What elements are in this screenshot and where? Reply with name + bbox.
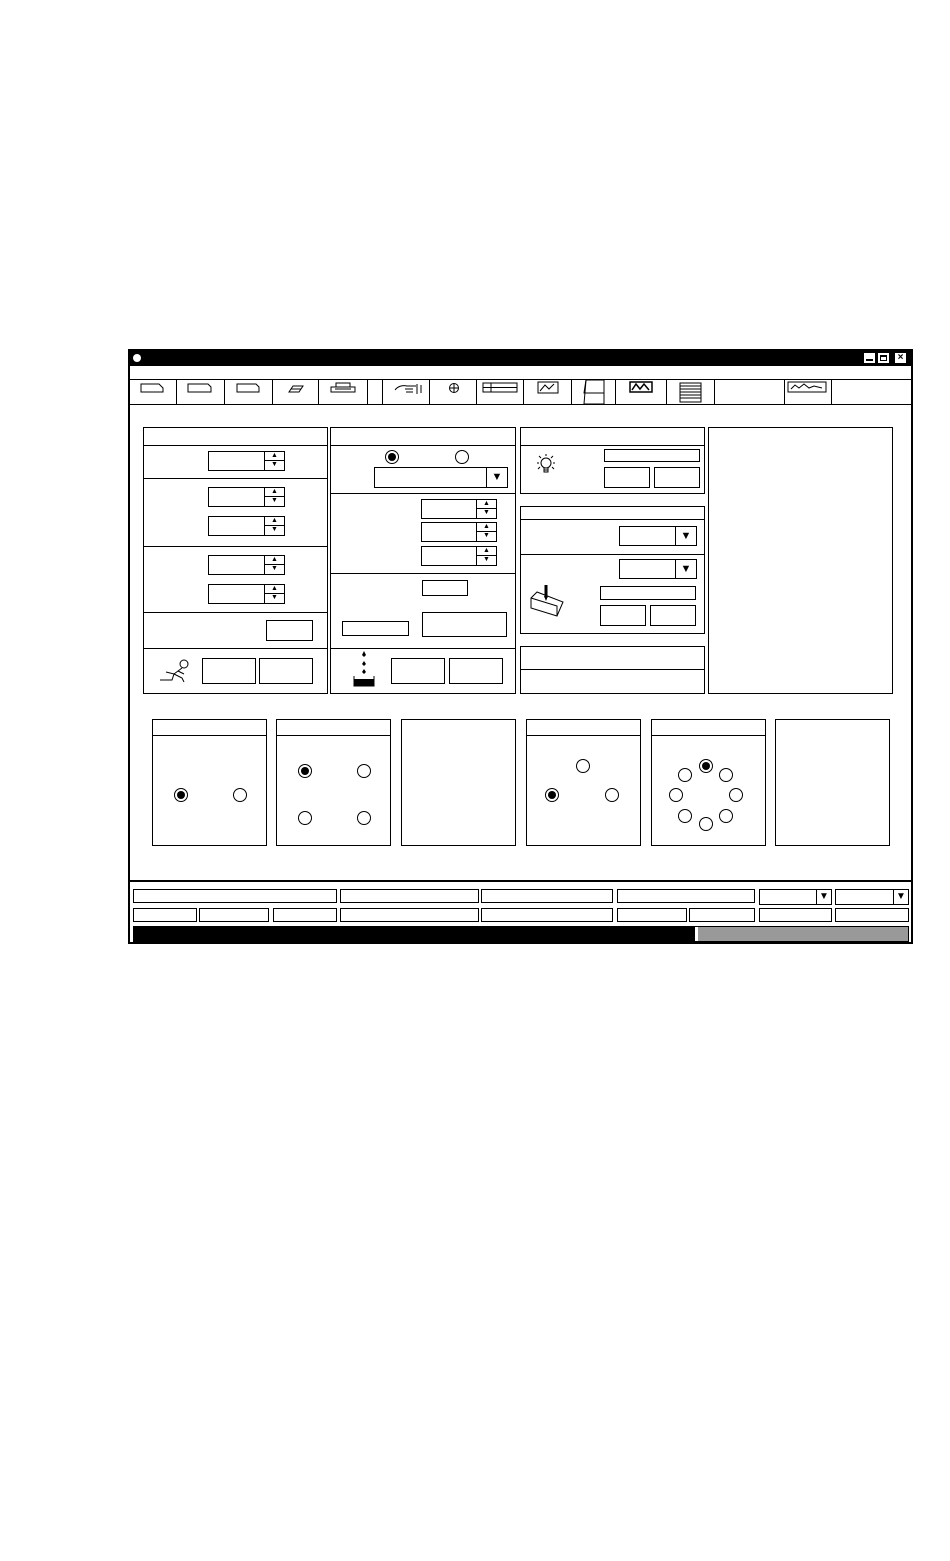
close-button[interactable]: [895, 353, 906, 363]
panel-divider: [143, 478, 328, 479]
panel-header-rule: [330, 445, 516, 446]
group-5-radio-8[interactable]: [678, 768, 692, 782]
new-document-icon: [130, 380, 176, 405]
group-4-radio-2[interactable]: [545, 788, 559, 802]
chevron-down-icon[interactable]: ▼: [675, 560, 696, 578]
dispense-apply-button[interactable]: [422, 612, 507, 637]
spin-down-arrow-icon[interactable]: ▼: [264, 461, 284, 470]
group-5-radio-5[interactable]: [699, 817, 713, 831]
radio-group-box-4: [526, 719, 641, 846]
runner-icon: [156, 658, 192, 684]
lamp-value-field[interactable]: [604, 449, 700, 462]
group-header-rule: [276, 735, 391, 736]
spin-down-arrow-icon[interactable]: ▼: [264, 594, 284, 603]
group-5-radio-3[interactable]: [729, 788, 743, 802]
dispense-action-button-1[interactable]: [391, 658, 445, 684]
waveform-icon: [616, 380, 666, 405]
lamp-button-2[interactable]: [654, 467, 700, 488]
lamp-button-1[interactable]: [604, 467, 650, 488]
toolbar-button-copy[interactable]: [225, 380, 273, 405]
panel-header-rule: [520, 519, 705, 520]
progress-bar: [133, 926, 909, 942]
status-area-separator: [130, 880, 911, 882]
panel-divider: [143, 612, 328, 613]
panel-divider: [143, 546, 328, 547]
panel-header-rule: [143, 445, 328, 446]
stage-spinner-2[interactable]: [208, 487, 285, 507]
page-layout-icon: [572, 380, 615, 405]
spin-down-arrow-icon[interactable]: ▼: [264, 497, 284, 506]
status-field: [759, 908, 832, 922]
list-report-icon: [667, 380, 714, 405]
status-field: [133, 889, 337, 903]
panel-divider: [520, 554, 705, 555]
dispense-text-field[interactable]: [342, 621, 409, 636]
toolbar-button-pointer[interactable]: [383, 380, 430, 405]
status-dropdown-2[interactable]: [835, 889, 909, 905]
progress-bar-fill: [134, 927, 695, 941]
toolbar-button-graph[interactable]: [524, 380, 572, 405]
spin-up-arrow-icon[interactable]: ▲: [264, 452, 284, 461]
dispense-spinner-3[interactable]: [421, 546, 497, 566]
maximize-button[interactable]: [878, 353, 889, 363]
maximize-icon: [880, 355, 887, 361]
radio-group-box-3: [401, 719, 516, 846]
spin-up-arrow-icon[interactable]: ▲: [476, 523, 496, 532]
toolbar-button-new[interactable]: [130, 380, 177, 405]
toolbar-button-print[interactable]: [319, 380, 368, 405]
status-field: [835, 908, 909, 922]
toolbar-button-list[interactable]: [667, 380, 715, 405]
group-4-radio-3[interactable]: [605, 788, 619, 802]
status-field: [340, 908, 479, 922]
dispense-dropdown[interactable]: [374, 467, 508, 488]
system-menu-icon[interactable]: [133, 354, 141, 362]
spin-up-arrow-icon[interactable]: ▲: [476, 547, 496, 556]
status-field: [340, 889, 479, 903]
stage-action-button-1[interactable]: [202, 658, 256, 684]
toolbar-button-page[interactable]: [572, 380, 616, 405]
status-field: [617, 908, 687, 922]
stage-spinner-5[interactable]: [208, 584, 285, 604]
radio-group-box-2: [276, 719, 391, 846]
panel-header-rule: [520, 669, 705, 670]
status-field: [199, 908, 269, 922]
pointing-hand-icon: [383, 380, 429, 405]
panel-divider: [143, 648, 328, 649]
spin-up-arrow-icon[interactable]: ▲: [264, 488, 284, 497]
stage-spinner-4[interactable]: [208, 555, 285, 575]
group-header-rule: [152, 735, 267, 736]
dispense-action-button-2[interactable]: [449, 658, 503, 684]
dispense-spinner-1[interactable]: [421, 499, 497, 519]
title-bar[interactable]: [129, 350, 912, 366]
spin-up-arrow-icon[interactable]: ▲: [264, 556, 284, 565]
group-5-radio-2[interactable]: [719, 768, 733, 782]
toolbar-button-dial[interactable]: [430, 380, 477, 405]
spin-up-arrow-icon[interactable]: ▲: [476, 500, 496, 509]
settings-dial-icon: [430, 380, 476, 405]
toolbar-button-wave[interactable]: [616, 380, 667, 405]
group-1-radio-1[interactable]: [174, 788, 188, 802]
dispense-radio-2[interactable]: [455, 450, 469, 464]
toolbar-button-open[interactable]: [177, 380, 225, 405]
radio-group-box-6: [775, 719, 890, 846]
spin-up-arrow-icon[interactable]: ▲: [264, 585, 284, 594]
toolbar-button-pen[interactable]: [273, 380, 319, 405]
display-panel: [708, 427, 893, 694]
dispense-value-field[interactable]: [422, 580, 468, 596]
group-5-radio-7[interactable]: [669, 788, 683, 802]
marker-button-1[interactable]: [600, 605, 646, 626]
marker-button-2[interactable]: [650, 605, 696, 626]
info-panel: [520, 646, 705, 694]
group-header-rule: [651, 735, 766, 736]
spin-down-arrow-icon[interactable]: ▼: [476, 532, 496, 541]
chevron-down-icon[interactable]: ▼: [486, 468, 507, 487]
status-field: [481, 889, 613, 903]
close-icon: ×: [897, 352, 904, 363]
spin-down-arrow-icon[interactable]: ▼: [264, 526, 284, 535]
status-field: [273, 908, 337, 922]
spin-down-arrow-icon[interactable]: ▼: [476, 509, 496, 518]
panel-divider: [330, 493, 516, 494]
group-2-radio-2[interactable]: [357, 764, 371, 778]
chevron-down-icon[interactable]: ▼: [816, 890, 831, 904]
status-field: [689, 908, 755, 922]
stage-small-button[interactable]: [266, 620, 313, 641]
minimize-icon: [866, 359, 873, 361]
spin-up-arrow-icon[interactable]: ▲: [264, 517, 284, 526]
group-2-radio-3[interactable]: [298, 811, 312, 825]
copy-document-icon: [225, 380, 272, 405]
printer-icon: [319, 380, 367, 405]
open-document-icon: [177, 380, 224, 405]
status-dropdown-1[interactable]: [759, 889, 832, 905]
stage-spinner-1[interactable]: [208, 451, 285, 471]
chevron-down-icon[interactable]: ▼: [675, 527, 696, 545]
light-bulb-icon: [533, 452, 559, 478]
pen-icon: [273, 380, 318, 405]
group-4-radio-1[interactable]: [576, 759, 590, 773]
toolbar-button-spectrum[interactable]: [785, 380, 832, 405]
dispense-radio-1[interactable]: [385, 450, 399, 464]
group-5-radio-1[interactable]: [699, 759, 713, 773]
group-2-radio-4[interactable]: [357, 811, 371, 825]
grid-table-icon: [477, 380, 523, 405]
marker-dropdown-1[interactable]: [619, 526, 697, 546]
panel-divider: [330, 648, 516, 649]
radio-group-box-1: [152, 719, 267, 846]
toolbar-button-blank[interactable]: [715, 380, 785, 405]
spin-down-arrow-icon[interactable]: ▼: [476, 556, 496, 565]
line-graph-icon: [524, 380, 571, 405]
marker-dropdown-2[interactable]: [619, 559, 697, 579]
minimize-button[interactable]: [864, 353, 875, 363]
panel-divider: [330, 573, 516, 574]
group-5-radio-4[interactable]: [719, 809, 733, 823]
toolbar-spacer: [368, 380, 383, 405]
progress-bar-divider: [695, 927, 698, 941]
spectrum-icon: [785, 380, 831, 405]
status-field: [481, 908, 613, 922]
spin-down-arrow-icon[interactable]: ▼: [264, 565, 284, 574]
group-2-radio-1[interactable]: [298, 764, 312, 778]
toolbar-button-grid[interactable]: [477, 380, 524, 405]
status-field: [133, 908, 197, 922]
stage-spinner-3[interactable]: [208, 516, 285, 536]
group-5-radio-6[interactable]: [678, 809, 692, 823]
panel-header-rule: [520, 445, 705, 446]
pen-on-paper-icon: [529, 584, 565, 620]
stage-action-button-2[interactable]: [259, 658, 313, 684]
chevron-down-icon[interactable]: ▼: [893, 890, 908, 904]
group-1-radio-2[interactable]: [233, 788, 247, 802]
menu-bar[interactable]: [130, 366, 911, 380]
dropper-beaker-icon: [351, 650, 377, 688]
status-field: [617, 889, 755, 903]
marker-value-field[interactable]: [600, 586, 696, 600]
group-header-rule: [526, 735, 641, 736]
dispense-spinner-2[interactable]: [421, 522, 497, 542]
